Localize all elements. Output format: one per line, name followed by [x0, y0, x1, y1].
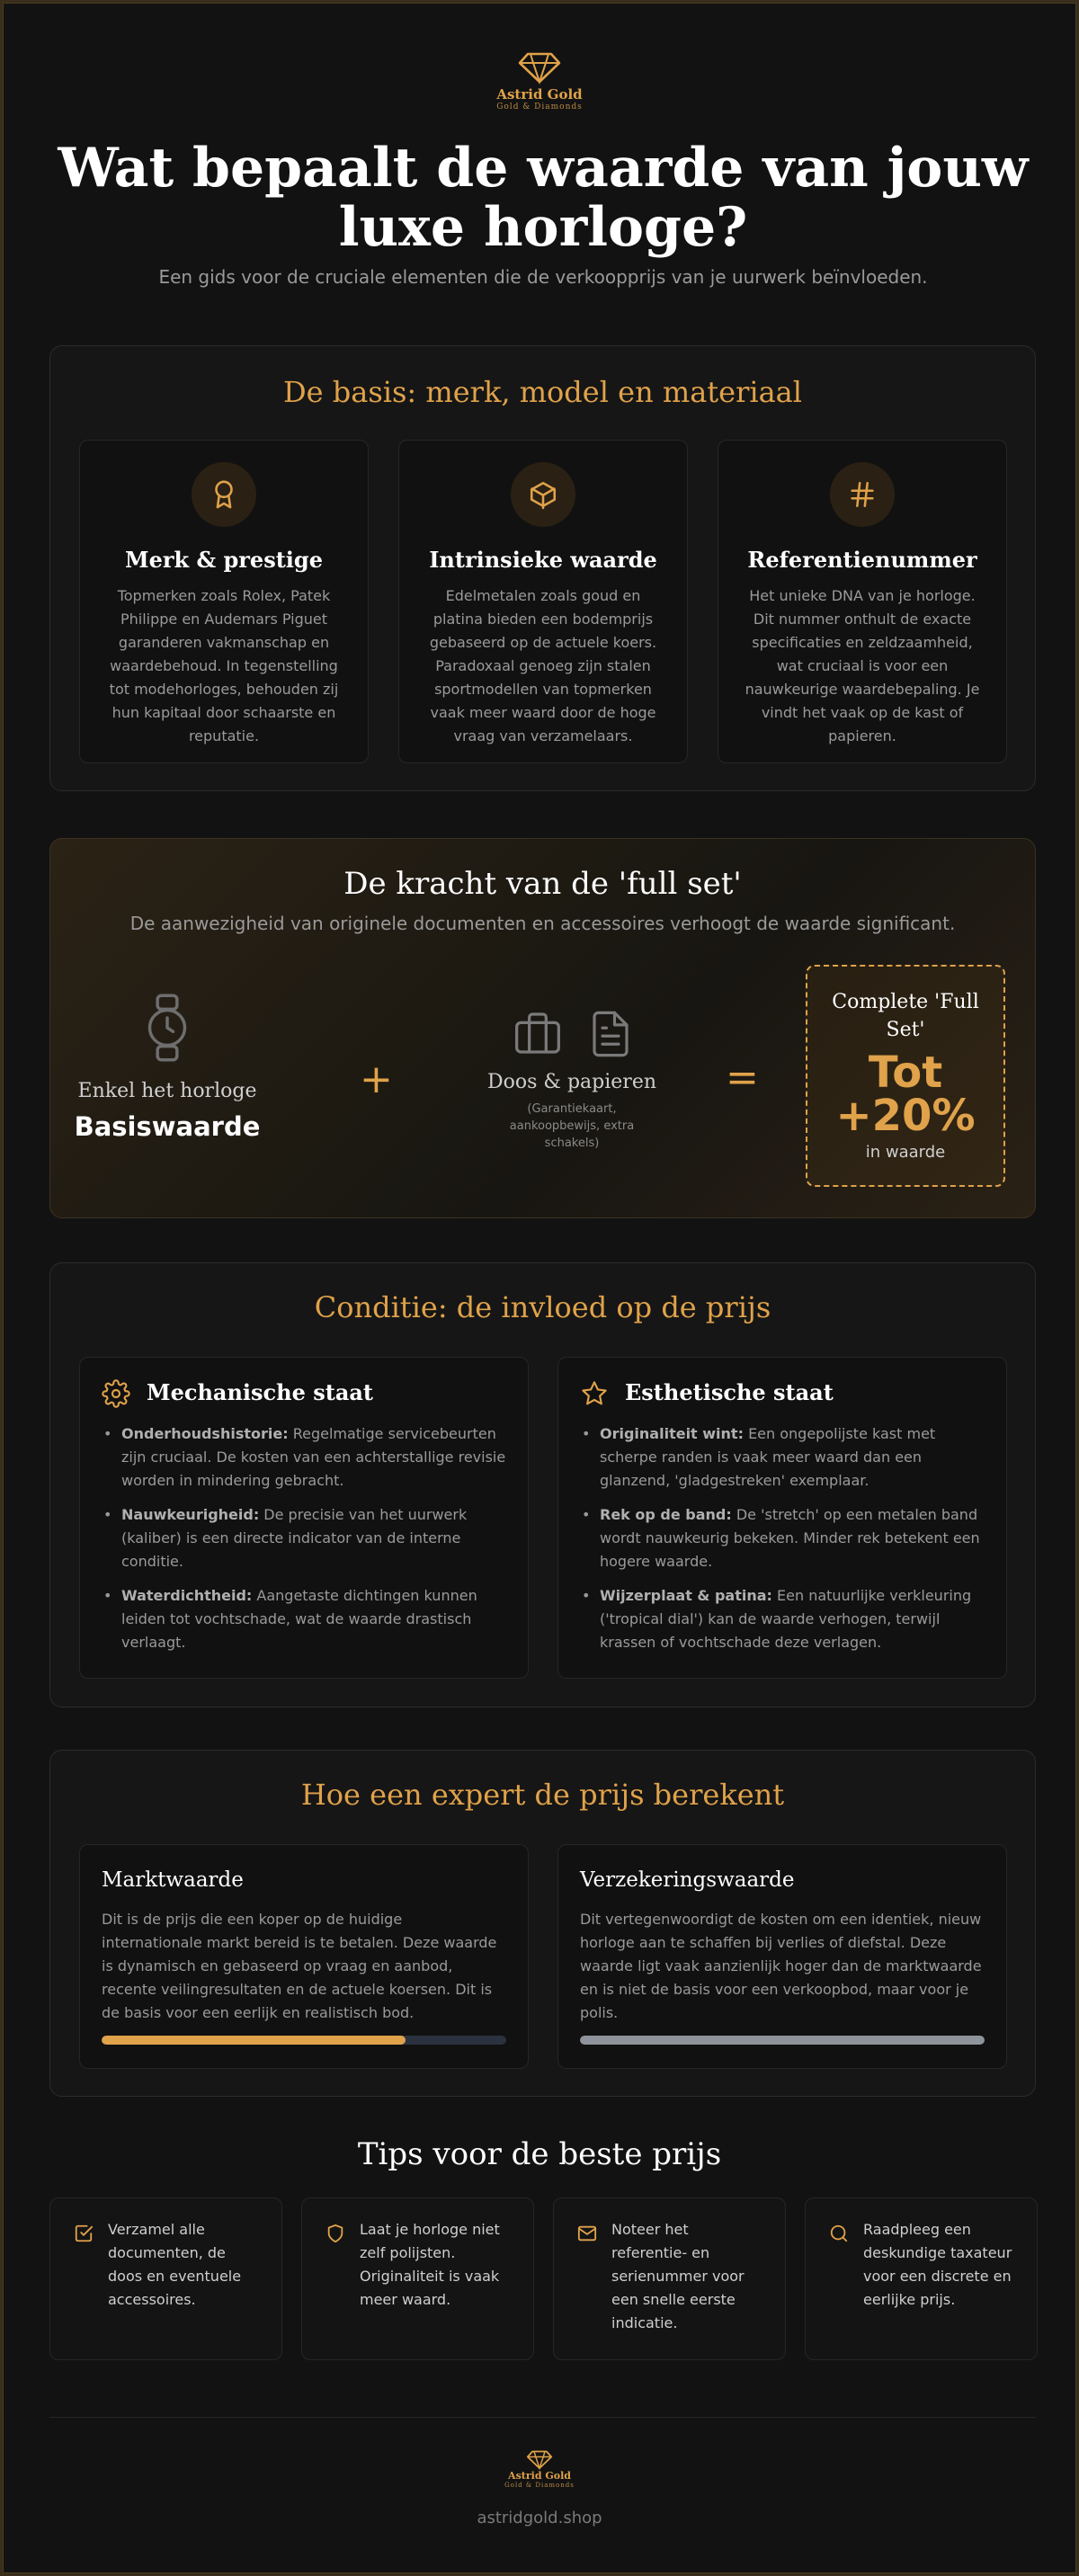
feature-icon-circle	[192, 462, 256, 527]
watch-only-block	[68, 992, 266, 1142]
result-unit: in waarde	[865, 1143, 946, 1162]
fullset-section	[49, 838, 1036, 1218]
item-label: Waterdichtheid:	[121, 1587, 253, 1604]
brand-tagline: Gold & Diamonds	[496, 103, 583, 111]
website-link[interactable]: astridgold.shop	[477, 2509, 602, 2527]
watch-only-label: Enkel het horloge	[77, 1080, 257, 1102]
insurance-value-bar	[580, 2036, 985, 2045]
award-ribbon-icon	[209, 479, 239, 510]
feature-text: Het unieke DNA van je horloge. Dit nummer onthult de exacte specificaties en zeldzaamheid, wat cruciaal is voor een nauwkeurige waardebepaling. Je vindt het vaak op de kast of papieren.	[745, 587, 980, 744]
star-icon	[580, 1379, 609, 1408]
basis-title: De basis: merk, model en materiaal	[283, 375, 802, 409]
page-subtitle: Een gids voor de cruciale elementen die de verkoopprijs van je uurwerk beïnvloeden.	[158, 266, 928, 288]
box-papers-note: (Garantiekaart, aankoopbewijs, extra schakels)	[509, 1102, 635, 1150]
aesthetic-card	[557, 1357, 1007, 1679]
feature-text: Topmerken zoals Rolex, Patek Philippe en Audemars Piguet garanderen vakmanschap en waardebehoud. In tegenstelling tot modehorloges, behouden zij hun kapitaal door schaarste en reputatie.	[109, 587, 339, 744]
diamond-logo-icon	[526, 2449, 553, 2470]
feature-card-referentie	[718, 440, 1007, 763]
conditie-title: Conditie: de invloed op de prijs	[314, 1290, 771, 1324]
item-label: Originaliteit wint:	[600, 1425, 744, 1442]
mechanical-card	[79, 1357, 529, 1679]
list-item	[102, 1584, 506, 1654]
briefcase-icon	[513, 1010, 563, 1056]
tip-card	[553, 2197, 786, 2360]
checkbox-icon	[74, 2224, 94, 2243]
tip-card	[301, 2197, 534, 2360]
list-item	[580, 1503, 985, 1573]
tip-text: Verzamel alle documenten, de doos en eventuele accessoires.	[108, 2221, 242, 2308]
page-title: Wat bepaalt de waarde van jouw luxe horloge?	[58, 137, 1029, 259]
item-text: Aangetaste dichtingen kunnen leiden tot vochtschade, wat de waarde drastisch verlaagt.	[121, 1587, 477, 1651]
feature-card-intrinsiek	[398, 440, 688, 763]
item-text: Regelmatige servicebeurten zijn cruciaal. De kosten van een achterstallige revisie worden in mindering gebracht.	[121, 1425, 506, 1489]
market-value-card	[79, 1844, 529, 2069]
item-label: Onderhoudshistorie:	[121, 1425, 289, 1442]
market-value-text: Dit is de prijs die een koper op de huidige internationale markt bereid is te betalen. Deze waarde is dynamisch en gebaseerd op vraag en aanbod, recente veilingresultaten en de actuele koersen. Dit is de basis voor een eerlijk en realistisch bod.	[102, 1911, 497, 2021]
box-papers-label: Doos & papieren	[486, 1071, 657, 1093]
conditie-section	[49, 1262, 1036, 1707]
watch-icon	[144, 992, 191, 1064]
page-frame	[3, 3, 1076, 2573]
list-item	[580, 1422, 985, 1493]
insurance-value-bar-fill	[580, 2036, 985, 2045]
footer-brand-tagline: Gold & Diamonds	[504, 2482, 575, 2489]
feature-card-merk	[79, 440, 369, 763]
header-logo	[4, 50, 1075, 111]
expert-title: Hoe een expert de prijs berekent	[300, 1778, 785, 1812]
aesthetic-title: Esthetische staat	[625, 1379, 834, 1405]
footer-logo	[4, 2449, 1075, 2489]
fullset-title: De kracht van de 'full set'	[343, 866, 742, 902]
cube-icon	[528, 479, 558, 510]
item-text: De precisie van het uurwerk (kaliber) is een directe indicator van de interne conditie.	[121, 1506, 468, 1570]
hash-icon	[847, 479, 878, 510]
tip-text: Noteer het referentie- en serienummer voor een snelle eerste indicatie.	[611, 2221, 745, 2331]
expert-section	[49, 1750, 1036, 2097]
market-value-bar-fill	[102, 2036, 406, 2045]
diamond-logo-icon	[517, 50, 562, 85]
fullset-subtitle: De aanwezigheid van originele documenten en accessoires verhoogt de waarde significant.	[129, 913, 956, 934]
feature-title: Intrinsieke waarde	[429, 547, 657, 573]
tip-card	[49, 2197, 282, 2360]
tip-card	[805, 2197, 1038, 2360]
plus-sign: +	[360, 1056, 393, 1102]
brand-name: Astrid Gold	[496, 86, 583, 103]
gear-icon	[102, 1379, 130, 1408]
feature-icon-circle	[830, 462, 895, 527]
tips-title: Tips voor de beste prijs	[357, 2136, 722, 2172]
feature-title: Merk & prestige	[125, 547, 323, 573]
item-label: Wijzerplaat & patina:	[600, 1587, 772, 1604]
result-value	[807, 1047, 1003, 1141]
item-label: Nauwkeurigheid:	[121, 1506, 260, 1523]
insurance-value-text: Dit vertegenwoordigt de kosten om een identiek, nieuw horloge aan te schaffen bij verlies of diefstal. Deze waarde ligt vaak aanzienlijk hoger dan de marktwaarde en is niet de basis voor een verkoopbod, maar voor je polis.	[580, 1911, 982, 2021]
mechanical-list	[102, 1422, 506, 1665]
item-text: Een ongepolijste kast met scherpe randen is vaak meer waard dan een glanzend, 'gladgestreken' exemplaar.	[600, 1425, 936, 1489]
feature-title: Referentienummer	[747, 547, 977, 573]
shield-icon	[325, 2224, 345, 2243]
footer-divider	[49, 2417, 1036, 2418]
search-icon	[829, 2224, 849, 2243]
watch-only-value: Basiswaarde	[74, 1111, 261, 1142]
list-item	[102, 1422, 506, 1493]
mail-icon	[577, 2224, 597, 2243]
result-title: Complete 'Full Set'	[832, 991, 979, 1041]
box-papers-block	[455, 1010, 689, 1152]
document-icon	[590, 1010, 631, 1058]
item-text: Een natuurlijke verkleuring ('tropical dial') kan de waarde verhogen, terwijl krassen of vochtschade deze verlagen.	[600, 1587, 972, 1651]
insurance-value-card	[557, 1844, 1007, 2069]
result-value-line-2: +20%	[835, 1091, 976, 1141]
footer-brand-name: Astrid Gold	[508, 2470, 571, 2482]
full-set-result-box	[806, 965, 1005, 1187]
feature-icon-circle	[511, 462, 575, 527]
tip-text: Raadpleeg een deskundige taxateur voor een discrete en eerlijke prijs.	[863, 2221, 1012, 2308]
list-item	[580, 1584, 985, 1654]
market-value-title: Marktwaarde	[102, 1868, 244, 1892]
aesthetic-list	[580, 1422, 985, 1665]
item-label: Rek op de band:	[600, 1506, 732, 1523]
market-value-bar	[102, 2036, 506, 2045]
insurance-value-title: Verzekeringswaarde	[580, 1868, 795, 1892]
tip-text: Laat je horloge niet zelf polijsten. Originaliteit is vaak meer waard.	[360, 2221, 500, 2308]
equals-sign: =	[726, 1055, 759, 1101]
item-text: De 'stretch' op een metalen band wordt nauwkeurig bekeken. Minder rek betekent een hogere waarde.	[600, 1506, 980, 1570]
feature-text: Edelmetalen zoals goud en platina bieden een bodemprijs gebaseerd op de actuele koers. Paradoxaal genoeg zijn stalen sportmodellen van topmerken vaak meer waard door de hoge vraag van verzamelaars.	[429, 587, 657, 744]
basis-section	[49, 345, 1036, 791]
mechanical-title: Mechanische staat	[147, 1379, 373, 1405]
result-value-line-1: Tot	[868, 1047, 943, 1098]
list-item	[102, 1503, 506, 1573]
